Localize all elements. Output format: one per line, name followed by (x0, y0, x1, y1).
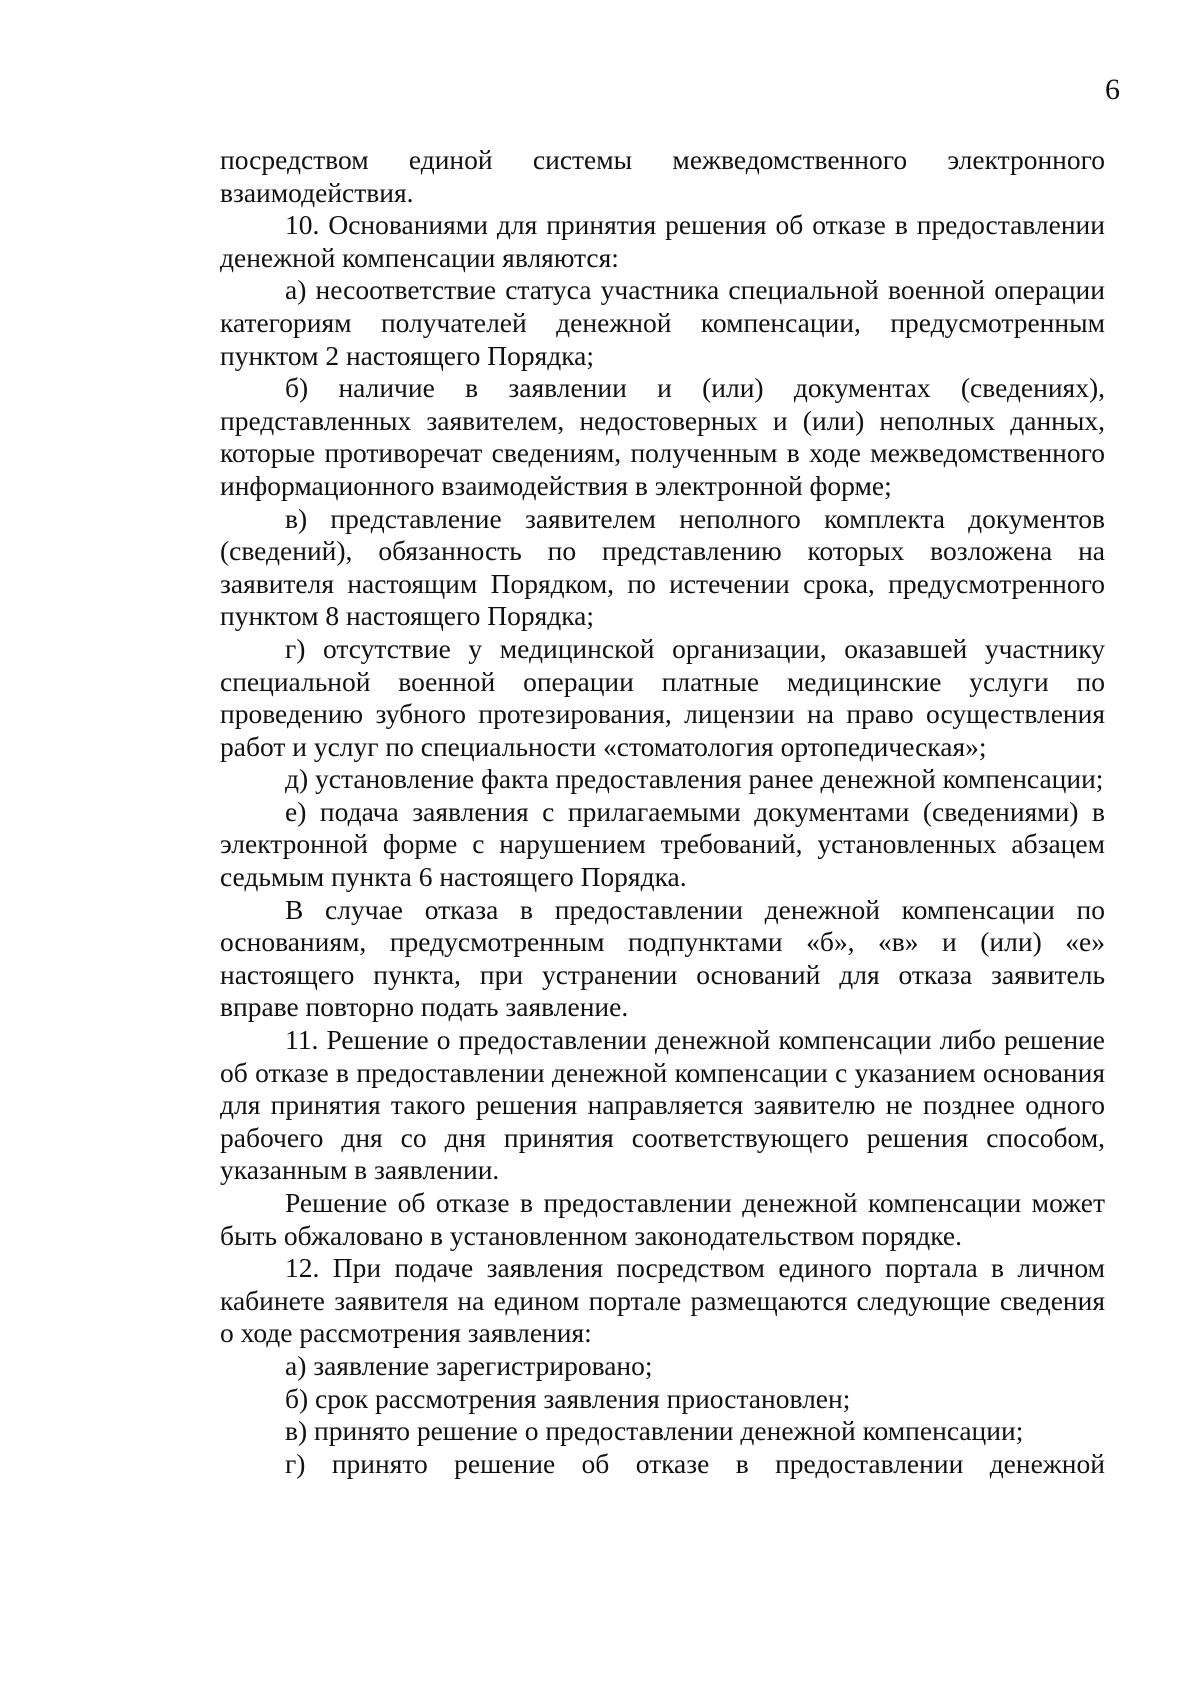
paragraph: а) несоответствие статуса участника специальной военной операции категориям получателей денежной компенсации, предусмотренным пунктом 2 настоящего Порядка; (220, 274, 1105, 371)
paragraph: 12. При подаче заявления посредством единого портала в личном кабинете заявителя на едином портале размещаются следующие сведения о ходе рассмотрения заявления: (220, 1252, 1105, 1349)
paragraph: г) принято решение об отказе в предоставлении денежной (285, 1447, 1105, 1479)
paragraph: г) отсутствие у медицинской организации, оказавшей участнику специальной военной операции платные медицинские услуги по проведению зубного протезирования, лицензии на право осуществления работ и услуг по специальности «стоматология ортопедическая»; (220, 632, 1105, 762)
paragraph: в) представление заявителем неполного комплекта документов (сведений), обязанность по представлению которых возложена на заявителя настоящим Порядком, по истечении срока, предусмотренного пунктом 8 настоящего Порядка; (220, 502, 1105, 632)
paragraph: б) срок рассмотрения заявления приостановлен; (285, 1382, 851, 1414)
page-number: 6 (1105, 73, 1120, 106)
paragraph: д) установление факта предоставления ранее денежной компенсации; (285, 763, 1104, 795)
paragraph: Решение об отказе в предоставлении денежной компенсации может быть обжаловано в установленном законодательством порядке. (220, 1187, 1105, 1251)
paragraph: а) заявление зарегистрировано; (285, 1349, 653, 1381)
paragraph: В случае отказа в предоставлении денежной компенсации по основаниям, предусмотренным подпунктами «б», «в» и (или) «е» настоящего пункта, при устранении оснований для отказа заявитель вправе повторно подать заявление. (220, 893, 1105, 1023)
paragraph: посредством единой системы межведомственного электронного взаимодействия. (220, 144, 1105, 208)
paragraph: 10. Основаниями для принятия решения об отказе в предоставлении денежной компенсации являются: (220, 209, 1105, 273)
paragraph: в) принято решение о предоставлении денежной компенсации; (285, 1415, 1024, 1447)
paragraph: б) наличие в заявлении и (или) документах (сведениях), представленных заявителем, недостоверных и (или) неполных данных, которые противоречат сведениям, полученным в ходе межведомственного информационного взаимодействия в электронной форме; (220, 372, 1105, 501)
paragraph: е) подача заявления с прилагаемыми документами (сведениями) в электронной форме с нарушением требований, установленных абзацем седьмым пункта 6 настоящего Порядка. (220, 795, 1105, 893)
document-body (220, 144, 1105, 1480)
paragraph: 11. Решение о предоставлении денежной компенсации либо решение об отказе в предоставлении денежной компенсации с указанием основания для принятия такого решения направляется заявителю не позднее одного рабочего дня со дня принятия соответствующего решения способом, указанным в заявлении. (220, 1024, 1105, 1186)
